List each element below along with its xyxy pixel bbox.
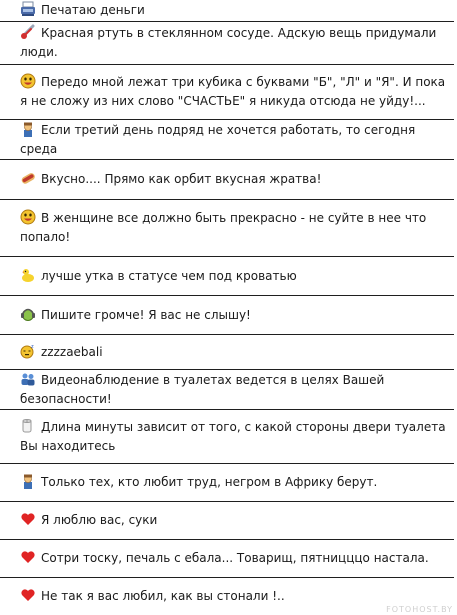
- status-text: Только тех, кто любит труд, негром в Африку берут.: [41, 475, 378, 489]
- status-item[interactable]: [0, 502, 454, 540]
- grinning-face-icon: [20, 73, 36, 89]
- status-item[interactable]: [0, 257, 454, 296]
- status-text: Красная ртуть в стеклянном сосуде. Адскую вещь придумали люди.: [20, 26, 437, 59]
- status-text: Я люблю вас, суки: [41, 513, 158, 527]
- heart-icon: [20, 511, 36, 527]
- status-text: Видеонаблюдение в туалетах ведется в целях Вашей безопасности!: [20, 372, 385, 406]
- watermark: FOTOHOST.BY: [386, 605, 453, 614]
- status-text: Сотри тоску, печаль с ебала... Товарищ, пятницццо настала.: [41, 551, 429, 565]
- status-text: zzzzaebali: [41, 344, 103, 359]
- svg-text:z: z: [31, 343, 34, 350]
- status-item[interactable]: [0, 0, 454, 22]
- hotdog-icon: [20, 170, 36, 186]
- status-item[interactable]: [0, 160, 454, 200]
- status-text: Печатаю деньги: [41, 3, 145, 17]
- status-item[interactable]: [0, 370, 454, 410]
- status-text: лучше утка в статусе чем под кроватью: [41, 268, 297, 283]
- worker-icon: [20, 121, 36, 137]
- toilet-paper-icon: [20, 418, 36, 434]
- duck-icon: [20, 267, 36, 283]
- users-icon: [20, 371, 36, 387]
- status-text: Вкусно.... Прямо как орбит вкусная жратва!: [41, 172, 322, 186]
- status-item[interactable]: [0, 464, 454, 502]
- worker-icon: [20, 473, 36, 489]
- status-item[interactable]: [0, 410, 454, 464]
- status-item[interactable]: [0, 120, 454, 160]
- status-item[interactable]: [0, 22, 454, 65]
- status-text: Пишите громче! Я вас не слышу!: [41, 307, 251, 322]
- status-text: Длина минуты зависит от того, с какой стороны двери туалета Вы находитесь: [20, 419, 446, 453]
- status-text: Передо мной лежат три кубика с буквами "Б", "Л" и "Я". И пока я не сложу из них слово "СЧАСТЬЕ" я никуда отсюда не уйду!...: [20, 75, 446, 108]
- status-item[interactable]: [0, 296, 454, 335]
- heart-icon: [20, 587, 36, 603]
- status-text: В женщине все должно быть прекрасно - не суйте в нее что попало!: [20, 211, 427, 244]
- status-item[interactable]: [0, 335, 454, 370]
- status-item[interactable]: [0, 540, 454, 578]
- headphones-face-icon: [20, 306, 36, 322]
- status-text: Если третий день подряд не хочется работать, то сегодня среда: [20, 122, 416, 156]
- grinning-face-icon: [20, 209, 36, 225]
- status-item[interactable]: [0, 65, 454, 120]
- status-item[interactable]: [0, 200, 454, 257]
- thermometer-icon: [20, 24, 36, 40]
- status-text: Не так я вас любил, как вы стонали !..: [41, 589, 285, 603]
- heart-icon: [20, 549, 36, 565]
- typewriter-icon: [20, 1, 36, 17]
- sleeping-face-icon: [20, 343, 36, 359]
